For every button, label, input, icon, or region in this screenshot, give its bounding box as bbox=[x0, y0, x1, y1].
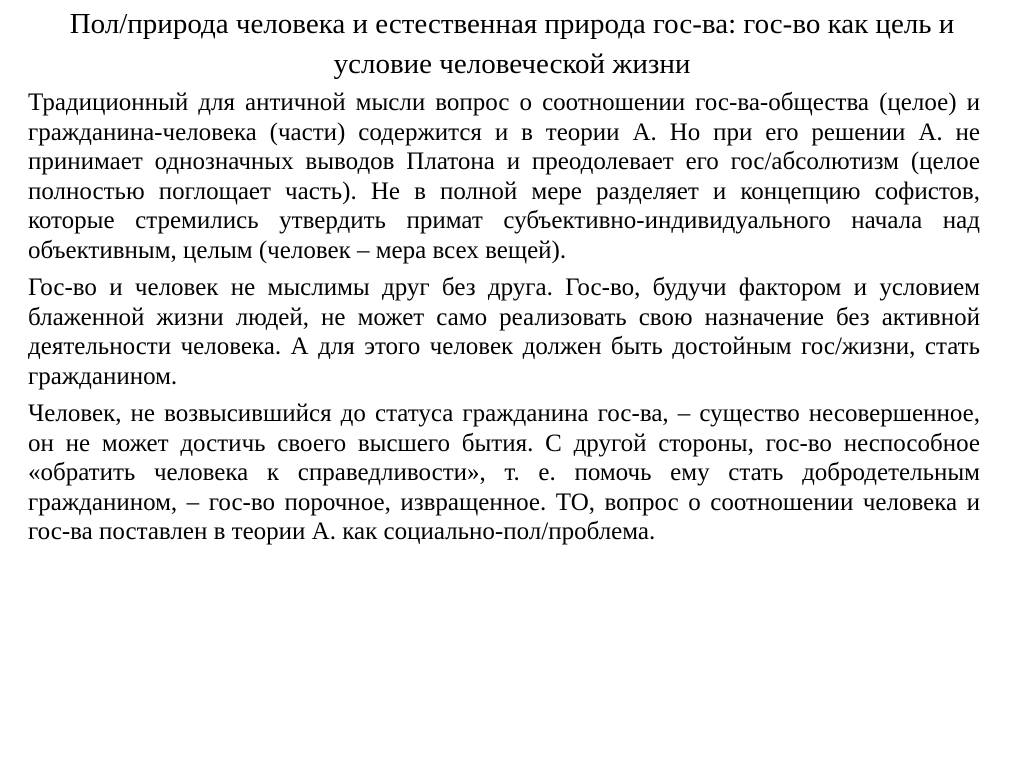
slide-title: Пол/природа человека и естественная природа гос-ва: гос-во как цель и условие человеческой жизни bbox=[69, 8, 955, 80]
paragraph-2: Гос-во и человек не мыслимы друг без друга. Гос-во, будучи фактором и условием блаженной жизни людей, не может само реализовать свою назначение без активной деятельности человека. А для этого человек должен быть достойным гос/жизни, стать гражданином. bbox=[28, 274, 980, 390]
paragraph-1: Традиционный для античной мысли вопрос о соотношении гос-ва-общества (целое) и гражданина-человека (части) содержится и в теории А. Но при его решении А. не принимает однозначных выводов Платона и преодолевает его гос/абсолютизм (целое полностью поглощает часть). Не в полной мере разделяет и концепцию софистов, которые стремились утвердить примат субъективно-индивидуального начала над объективным, целым (человек – мера всех вещей). bbox=[28, 89, 980, 264]
slide-body bbox=[28, 88, 980, 555]
paragraph-3: Человек, не возвысившийся до статуса гражданина гос-ва, – существо несовершенное, он не может достичь своего высшего бытия. С другой стороны, гос-во неспособное «обратить человека к справедливости», т. е. помочь ему стать добродетельным гражданином, – гос-во порочное, извращенное. ТО, вопрос о соотношении человека и гос-ва поставлен в теории А. как социально-пол/проблема. bbox=[28, 400, 980, 545]
